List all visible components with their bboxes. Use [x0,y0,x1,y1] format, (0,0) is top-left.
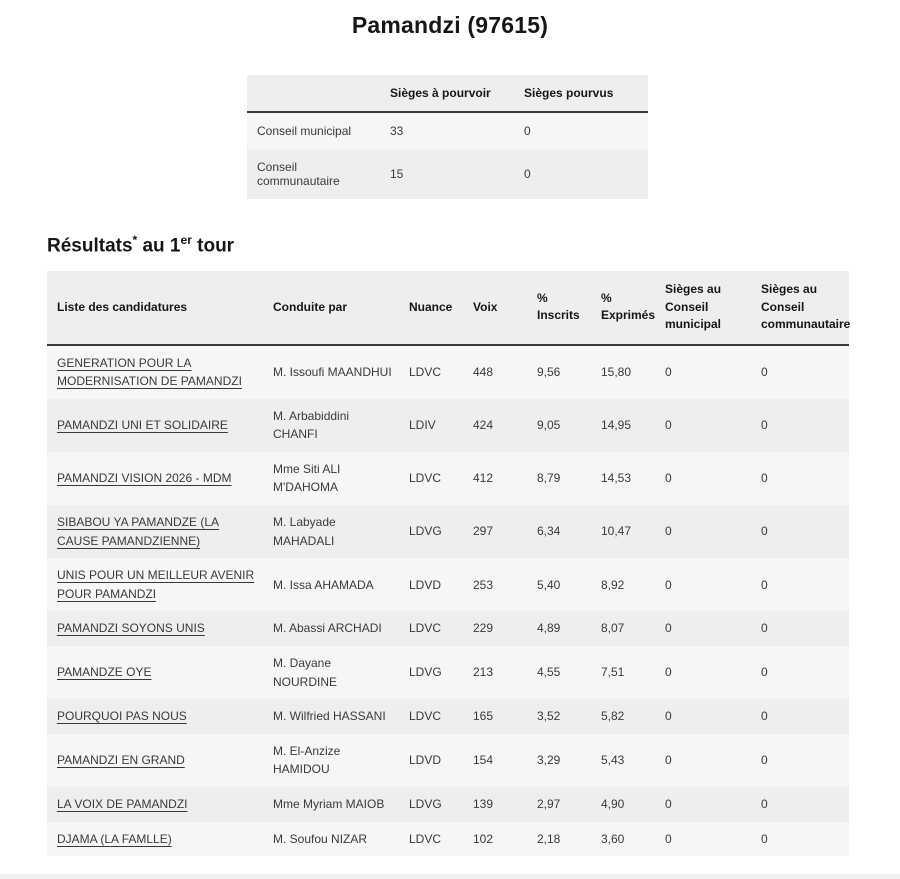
pct-inscrits-cell: 3,52 [537,709,561,724]
pct-exprimes-cell: 3,60 [601,831,625,846]
pct-inscrits-cell: 3,29 [537,753,561,768]
table-row [47,399,849,452]
voix-cell: 154 [473,753,494,768]
nuance-cell: LDVC [409,709,442,724]
pct-exprimes-cell: 5,82 [601,709,625,724]
pct-inscrits-cell: 2,97 [537,797,561,811]
voix-cell: 213 [473,665,494,680]
sieges-municipal-cell: 0 [665,831,672,846]
seats-a-pourvoir-value: 33 [390,124,404,138]
seats-header-row [247,75,648,112]
header-conduite-par: Conduite par [273,299,347,314]
table-row [47,699,849,734]
sieges-communautaire-cell: 0 [761,577,768,592]
sieges-communautaire-cell: 0 [761,665,768,680]
table-row [47,452,849,505]
header-pct-exprimes: % Exprimés [601,291,656,323]
liste-cell [47,646,263,699]
nuance-cell: LDVC [409,471,442,486]
results-table [47,271,849,856]
nuance-cell: LDVC [409,364,442,379]
liste-cell [47,822,263,857]
table-row [47,505,849,558]
header-sieges-communautaire: Sièges au Conseil communautaire [761,282,851,332]
table-row [47,646,849,699]
header-voix: Voix [473,299,498,314]
sieges-municipal-cell: 0 [665,709,672,724]
header-pct-inscrits: % Inscrits [537,291,580,323]
conduite-cell: M. Soufou NIZAR [273,831,368,846]
sieges-communautaire-cell: 0 [761,524,768,539]
seats-header-a-pourvoir: Sièges à pourvoir [390,86,491,100]
conduite-cell: M. Issoufi MAANDHUI [273,364,392,379]
table-row [47,787,849,822]
sieges-municipal-cell: 0 [665,471,672,486]
pct-inscrits-cell: 4,55 [537,665,561,680]
results-header-row [47,271,849,344]
liste-link[interactable]: UNIS POUR UN MEILLEUR AVENIR POUR PAMANDZI [57,568,255,601]
pct-exprimes-cell: 14,53 [601,471,632,486]
voix-cell: 412 [473,471,494,486]
liste-link[interactable]: SIBABOU YA PAMANDZE (LA CAUSE PAMANDZIENNE) [57,515,220,548]
voix-cell: 424 [473,417,494,432]
voix-cell: 448 [473,364,494,379]
results-heading-text: Résultats [47,235,133,257]
liste-link[interactable]: GENERATION POUR LA MODERNISATION DE PAMANDZI [57,355,242,389]
liste-link[interactable]: PAMANDZI EN GRAND [57,753,185,768]
sieges-municipal-cell: 0 [665,417,672,432]
header-sieges-municipal: Sièges au Conseil municipal [665,282,722,332]
seats-row-label: Conseil municipal [257,124,352,138]
liste-link[interactable]: DJAMA (LA FAMLLE) [57,831,172,846]
seats-header-empty [247,75,380,112]
table-row [47,611,849,646]
liste-cell [47,558,263,611]
pct-exprimes-cell: 4,90 [601,797,625,811]
pct-inscrits-cell: 6,34 [537,524,561,539]
results-heading-asterisk: * [132,233,138,247]
sieges-communautaire-cell: 0 [761,471,768,486]
pct-inscrits-cell: 4,89 [537,621,561,636]
voix-cell: 102 [473,831,494,846]
seats-summary-section [247,75,900,199]
pct-inscrits-cell: 5,40 [537,577,561,592]
pct-exprimes-cell: 5,43 [601,753,625,768]
sieges-municipal-cell: 0 [665,665,672,680]
seats-row-label: Conseil communautaire [257,160,340,188]
results-heading-text: au 1 [137,235,181,257]
sieges-municipal-cell: 0 [665,797,672,811]
sieges-communautaire-cell: 0 [761,831,768,846]
table-row [47,558,849,611]
pct-inscrits-cell: 8,79 [537,471,561,486]
next-section-divider [0,874,900,879]
conduite-cell: M. Labyade MAHADALI [273,515,336,548]
liste-link[interactable]: PAMANDZI SOYONS UNIS [57,621,205,636]
conduite-cell: M. Arbabiddini CHANFI [273,408,350,442]
sieges-communautaire-cell: 0 [761,797,768,811]
voix-cell: 229 [473,621,494,636]
nuance-cell: LDVC [409,621,442,636]
pct-exprimes-cell: 7,51 [601,665,625,680]
seats-a-pourvoir-value: 15 [390,167,404,181]
liste-cell [47,699,263,734]
nuance-cell: LDVC [409,831,442,846]
conduite-cell: Mme Siti ALI M'DAHOMA [273,461,341,495]
conduite-cell: M. Wilfried HASSANI [273,709,386,724]
liste-link[interactable]: PAMANDZE OYE [57,665,152,680]
sieges-municipal-cell: 0 [665,621,672,636]
header-nuance: Nuance [409,299,453,314]
results-heading [47,233,900,257]
liste-link[interactable]: PAMANDZI VISION 2026 - MDM [57,471,232,486]
pct-inscrits-cell: 2,18 [537,831,561,846]
pct-exprimes-cell: 8,92 [601,577,625,592]
results-heading-text: tour [191,235,235,257]
pct-inscrits-cell: 9,05 [537,417,561,432]
header-liste: Liste des candidatures [57,299,188,314]
liste-cell [47,611,263,646]
pct-exprimes-cell: 14,95 [601,417,632,432]
conduite-cell: M. Abassi ARCHADI [273,621,382,636]
sieges-municipal-cell: 0 [665,364,672,379]
results-heading-ordinal: er [180,233,192,247]
liste-cell [47,452,263,505]
liste-link[interactable]: LA VOIX DE PAMANDZI [57,797,188,811]
voix-cell: 165 [473,709,494,724]
liste-link[interactable]: PAMANDZI UNI ET SOLIDAIRE [57,417,228,432]
table-row [47,822,849,857]
nuance-cell: LDIV [409,417,436,432]
sieges-communautaire-cell: 0 [761,417,768,432]
voix-cell: 297 [473,524,494,539]
table-row [47,345,849,399]
election-results-page [0,12,900,879]
liste-cell [47,399,263,452]
sieges-communautaire-cell: 0 [761,753,768,768]
conduite-cell: Mme Myriam MAIOB [273,797,385,811]
table-row [47,734,849,787]
seats-row-municipal [247,112,648,149]
sieges-communautaire-cell: 0 [761,709,768,724]
liste-cell [47,787,263,822]
liste-cell [47,345,263,399]
sieges-communautaire-cell: 0 [761,364,768,379]
page-title: Pamandzi (97615) [351,12,549,38]
nuance-cell: LDVD [409,753,442,768]
voix-cell: 139 [473,797,494,811]
sieges-municipal-cell: 0 [665,753,672,768]
voix-cell: 253 [473,577,494,592]
nuance-cell: LDVG [409,524,442,539]
sieges-municipal-cell: 0 [665,524,672,539]
seats-table [247,75,648,199]
pct-inscrits-cell: 9,56 [537,364,561,379]
nuance-cell: LDVG [409,797,442,811]
liste-cell [47,734,263,787]
nuance-cell: LDVD [409,577,442,592]
seats-pourvus-value: 0 [524,124,531,138]
pct-exprimes-cell: 15,80 [601,364,632,379]
conduite-cell: M. Issa AHAMADA [273,577,374,592]
nuance-cell: LDVG [409,665,442,680]
pct-exprimes-cell: 8,07 [601,621,625,636]
seats-pourvus-value: 0 [524,167,531,181]
pct-exprimes-cell: 10,47 [601,524,632,539]
conduite-cell: M. El-Anzize HAMIDOU [273,743,341,777]
seats-header-pourvus: Sièges pourvus [524,86,614,100]
liste-cell [47,505,263,558]
sieges-communautaire-cell: 0 [761,621,768,636]
sieges-municipal-cell: 0 [665,577,672,592]
liste-link[interactable]: POURQUOI PAS NOUS [57,709,187,724]
conduite-cell: M. Dayane NOURDINE [273,656,338,689]
seats-row-communautaire [247,149,648,199]
